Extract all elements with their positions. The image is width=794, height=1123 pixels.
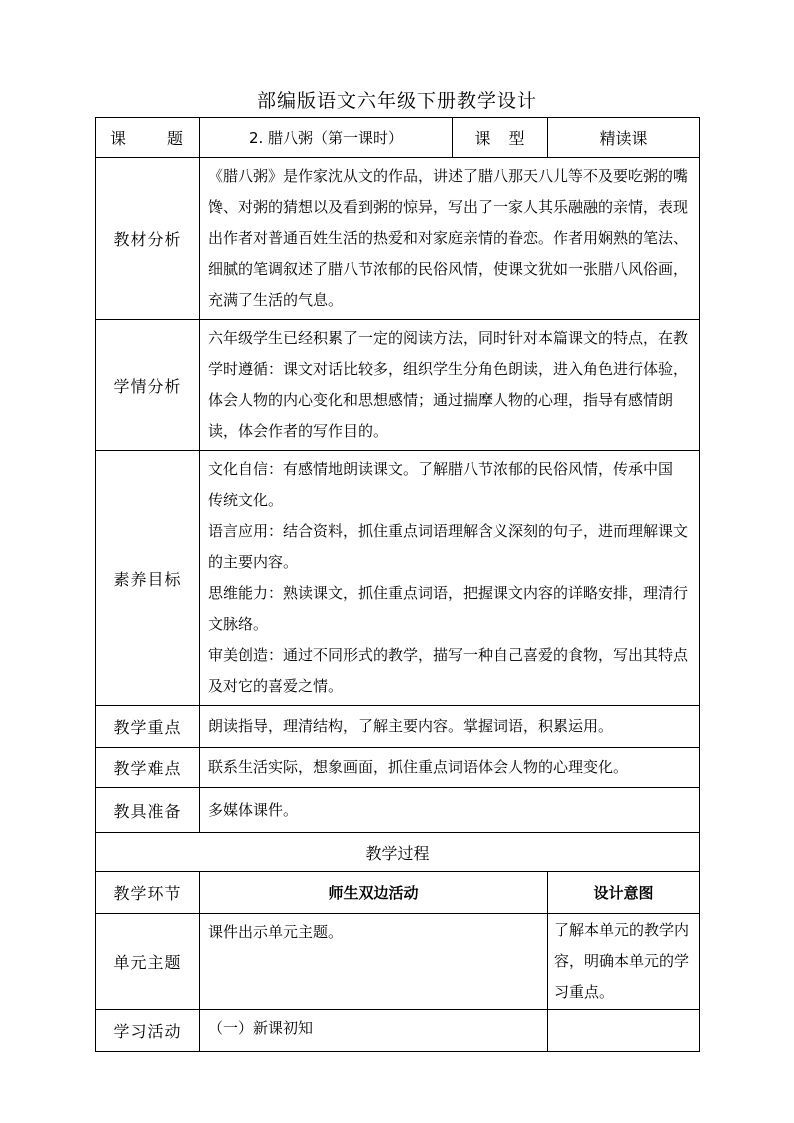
col-activity: 师生双边活动: [200, 872, 548, 914]
difficulties-row: [96, 748, 700, 788]
learning-activity: （一）新课初知: [200, 1010, 548, 1052]
students-row: [96, 320, 700, 451]
goals-label: 素养目标: [96, 451, 200, 706]
key-points-text: 朗读指导，理清结构，了解主要内容。掌握词语，积累运用。: [200, 706, 700, 748]
unit-intent: 了解本单元的教学内容，明确本单元的学习重点。: [548, 914, 700, 1010]
material-row: [96, 158, 700, 320]
col-stage: 教学环节: [96, 872, 200, 914]
key-points-row: [96, 706, 700, 748]
type-value: 精读课: [548, 118, 700, 158]
type-label: 课 型: [453, 118, 548, 158]
learning-intent: [548, 1010, 700, 1052]
header-row: [96, 118, 700, 158]
goal-culture: 文化自信：有感情地朗读课文。了解腊八节浓郁的民俗风情，传承中国 传统文化。: [208, 460, 674, 509]
goal-thinking: 思维能力：熟读课文，抓住重点词语，把握课文内容的详略安排，理清行文脉络。: [208, 584, 689, 633]
students-label: 学情分析: [96, 320, 200, 451]
key-points-label: 教学重点: [96, 706, 200, 748]
material-label: 教材分析: [96, 158, 200, 320]
topic-label: 课 题: [96, 118, 200, 158]
material-text: 《腊八粥》是作家沈从文的作品，讲述了腊八那天八儿等不及要吃粥的嘴馋、对粥的猜想以及看到粥的惊异，写出了一家人其乐融融的亲情，表现出作者对普通百姓生活的热爱和对家庭亲情的眷恋。作者用娴熟的笔法、细腻的笔调叙述了腊八节浓郁的民俗风情，使课文犹如一张腊八风俗画，充满了生活的气息。: [200, 158, 700, 320]
process-heading: 教学过程: [96, 833, 700, 872]
process-columns-row: [96, 872, 700, 914]
lesson-plan-table: [95, 117, 700, 1052]
tools-label: 教具准备: [96, 788, 200, 833]
students-text: 六年级学生已经积累了一定的阅读方法，同时针对本篇课文的特点，在教学时遵循：课文对话比较多，组织学生分角色朗读，进入角色进行体验，体会人物的内心变化和思想感情；通过揣摩人物的心理，指导有感情朗读，体会作者的写作目的。: [200, 320, 700, 451]
tools-text: 多媒体课件。: [200, 788, 700, 833]
difficulties-text: 联系生活实际，想象画面，抓住重点词语体会人物的心理变化。: [200, 748, 700, 788]
goals-row: [96, 451, 700, 706]
goal-language: 语言应用：结合资料，抓住重点词语理解含义深刻的句子，进而理解课文的主要内容。: [208, 522, 689, 571]
process-heading-row: [96, 833, 700, 872]
tools-row: [96, 788, 700, 833]
unit-row: [96, 914, 700, 1010]
unit-label: 单元主题: [96, 914, 200, 1010]
unit-activity: 课件出示单元主题。: [200, 914, 548, 1010]
learning-label: 学习活动: [96, 1010, 200, 1052]
learning-row: [96, 1010, 700, 1052]
goal-aesthetic: 审美创造：通过不同形式的教学，描写一种自己喜爱的食物，写出其特点及对它的喜爱之情。: [208, 646, 689, 695]
col-intent: 设计意图: [548, 872, 700, 914]
topic-value: 2. 腊八粥（第一课时）: [200, 118, 453, 158]
difficulties-label: 教学难点: [96, 748, 200, 788]
goals-text: [200, 451, 700, 706]
document-title: 部编版语文六年级下册教学设计: [256, 90, 537, 112]
